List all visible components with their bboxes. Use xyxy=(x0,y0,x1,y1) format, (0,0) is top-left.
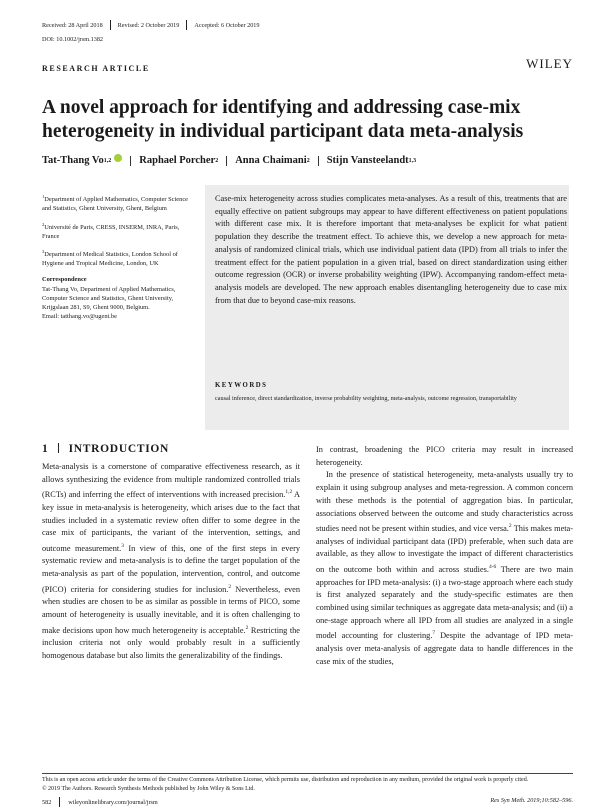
abstract: Case-mix heterogeneity across studies complicates meta-analyses. As a result of this, treatments that are equally effective on patient subgroups may appear to have different effectiveness on patient populations with different case mix. It is therefore important that meta-analyses be explicit for what patient population they describe the treatment effect. To achieve this, we develop a new approach for meta-analysis of randomized clinical trials, which use individual patient data (IPD) from all trials to infer the treatment effect for the patient population in a given trial, based on direct standardization using either outcome regression (OCR) or inverse probability weighting (IPW). Accompanying random-effect meta-analysis models are developed. The new approach enables disentangling heterogeneity due to case mix from that due to beyond case-mix reasons. xyxy=(215,194,567,305)
citation-ref[interactable]: 2 xyxy=(508,523,512,530)
page-number: 582 xyxy=(42,798,52,806)
citation-ref[interactable]: 2 xyxy=(228,583,232,590)
affiliation-text: Department of Applied Mathematics, Computer Science and Statistics, Ghent University, Ghent, Belgium xyxy=(42,196,188,213)
copyright-note: © 2019 The Authors. Research Synthesis Methods published by John Wiley & Sons Ltd. xyxy=(42,785,255,792)
publisher-logo: WILEY xyxy=(526,56,573,71)
body-column-right xyxy=(316,444,573,668)
divider xyxy=(226,156,227,166)
author-list xyxy=(42,155,416,166)
body-column-left xyxy=(42,461,300,663)
affiliation xyxy=(42,220,197,242)
section-title: INTRODUCTION xyxy=(68,443,170,455)
author-affil-sup: 2 xyxy=(215,157,219,164)
affiliation-number: 1 xyxy=(42,194,45,199)
divider xyxy=(130,156,131,166)
footnote-rule xyxy=(42,773,573,774)
author-name[interactable]: Tat-Thang Vo xyxy=(42,155,104,166)
text-run: A key issue in meta-analysis is heterogeneity, which arises due to the fact that studies included in a systematic review often differ to some degree in the case mix of participants, the variant of the intervention, settings, and outcome measurement. xyxy=(42,490,300,553)
text-run: Despite the advantage of IPD meta-analysis over meta-analysis of aggregate data to handle differences in the case mix of the studies, xyxy=(316,631,573,666)
section-heading xyxy=(42,443,169,455)
text-run: In view of this, one of the first steps in every systematic review and meta-analysis is to define the target population of the meta-analysis as part of the population, intervention, control, and outcome (PICO) criteria for considering studies for inclusion. xyxy=(42,543,300,594)
citation: Res Syn Meth. 2019;10:582–596. xyxy=(490,797,573,804)
citation-ref[interactable]: 3 xyxy=(121,542,124,549)
author-affil-sup: 1,2 xyxy=(103,157,112,164)
page-footer-left xyxy=(42,797,158,807)
text-run: Nevertheless, even when studies are chosen to be as similar as possible in terms of PICO, some amount of heterogeneity is usually inevitable, and it is often challenging to make decisions upon how much heterogeneity is acceptable. xyxy=(42,584,300,635)
doi[interactable]: DOI: 10.1002/jrsm.1382 xyxy=(42,36,104,43)
divider xyxy=(110,20,111,30)
keywords-heading: KEYWORDS xyxy=(215,382,268,389)
citation-ref[interactable]: 2 xyxy=(245,624,249,631)
affiliations xyxy=(42,192,197,322)
article-type: RESEARCH ARTICLE xyxy=(42,64,150,73)
footnote xyxy=(42,776,573,794)
citation-ref[interactable]: 7 xyxy=(432,630,436,637)
journal-url[interactable]: wileyonlinelibrary.com/journal/jrsm xyxy=(68,798,158,806)
orcid-icon[interactable] xyxy=(114,154,122,162)
license-note: This is an open access article under the terms of the Creative Commons Attribution License, which permits use, distribution and reproduction in any medium, provided the original work is properly cited. xyxy=(42,777,529,783)
text-run: Meta-analysis is a cornerstone of comparative effectiveness research, as it allows synthesizing the evidence from multiple randomized controlled trials (RCTs) and inferring the effect of interventions with increased precision. xyxy=(42,462,300,500)
paragraph xyxy=(316,469,573,668)
publication-history xyxy=(42,20,260,30)
affiliation xyxy=(42,247,197,269)
citation-ref[interactable]: 1,2 xyxy=(285,489,293,496)
paper-title: A novel approach for identifying and addressing case-mix heterogeneity in individual participant data meta-analysis xyxy=(42,97,524,142)
divider xyxy=(58,443,59,453)
author-affil-sup: 2 xyxy=(306,157,310,164)
author-name[interactable]: Raphael Porcher xyxy=(139,155,216,166)
author-affil-sup: 1,3 xyxy=(408,157,417,164)
received-date: Received: 28 April 2018 xyxy=(42,21,103,29)
divider xyxy=(186,20,187,30)
section-number: 1 xyxy=(42,443,49,455)
correspondence-email[interactable]: Email: tatthang.vo@ugent.be xyxy=(42,313,117,321)
text-run: Restricting the inclusion criteria not only would probably result in a sufficiently homogenous database but also limits the generalizability of the findings. xyxy=(42,625,300,660)
text-run: This makes meta-analyses of individual participant data (IPD) preferable, when such data are available, as they allow to investigate the impact of different characteristics on the outcome both within and across studies. xyxy=(316,523,573,574)
citation-ref[interactable]: 4-6 xyxy=(488,564,497,571)
accepted-date: Accepted: 6 October 2019 xyxy=(194,21,260,29)
affiliation-number: 3 xyxy=(42,249,45,255)
correspondence-heading: Correspondence xyxy=(42,275,87,283)
paragraph: In contrast, broadening the PICO criteria may result in increased heterogeneity. xyxy=(316,445,573,467)
keywords: causal inference, direct standardization, inverse probability weighting, meta-analysis, outcome regression, transportability xyxy=(215,395,517,402)
author-name[interactable]: Stijn Vansteelandt xyxy=(326,155,409,166)
divider xyxy=(59,797,60,807)
author-name[interactable]: Anna Chaimani xyxy=(235,155,307,166)
text-run: In the presence of statistical heterogeneity, meta-analysts usually try to explain it using subgroup analyses and meta-regression. A common concern with these methods is the potential of aggregation bias. In particular, associations observed between the outcome and study characteristics across studies need not be present within studies, and vice versa. xyxy=(316,470,573,533)
affiliation xyxy=(42,192,197,214)
affiliation-number: 2 xyxy=(42,221,45,227)
text-run: There are two main approaches for IPD meta-analysis: (i) a two-stage approach where each study is first analyzed separately and the study-specific estimates are then combined using similar techniques as aggregate data meta-analysis; and (ii) a one-stage approach where all IPD from all studies are analyzed in a single model accounting for clustering. xyxy=(316,564,574,641)
affiliation-text: Department of Medical Statistics, London School of Hygiene and Tropical Medicine, London, UK xyxy=(42,251,178,268)
divider xyxy=(318,156,319,166)
revised-date: Revised: 2 October 2019 xyxy=(117,21,180,29)
correspondence-text: Tat-Thang Vo, Department of Applied Mathematics, Computer Science and Statistics, Ghent University, Krijgslaan 281, S9, Ghent 9000, Belgium. xyxy=(42,285,176,312)
affiliation-text: Université de Paris, CRESS, INSERM, INRA, Paris, France xyxy=(42,223,180,240)
